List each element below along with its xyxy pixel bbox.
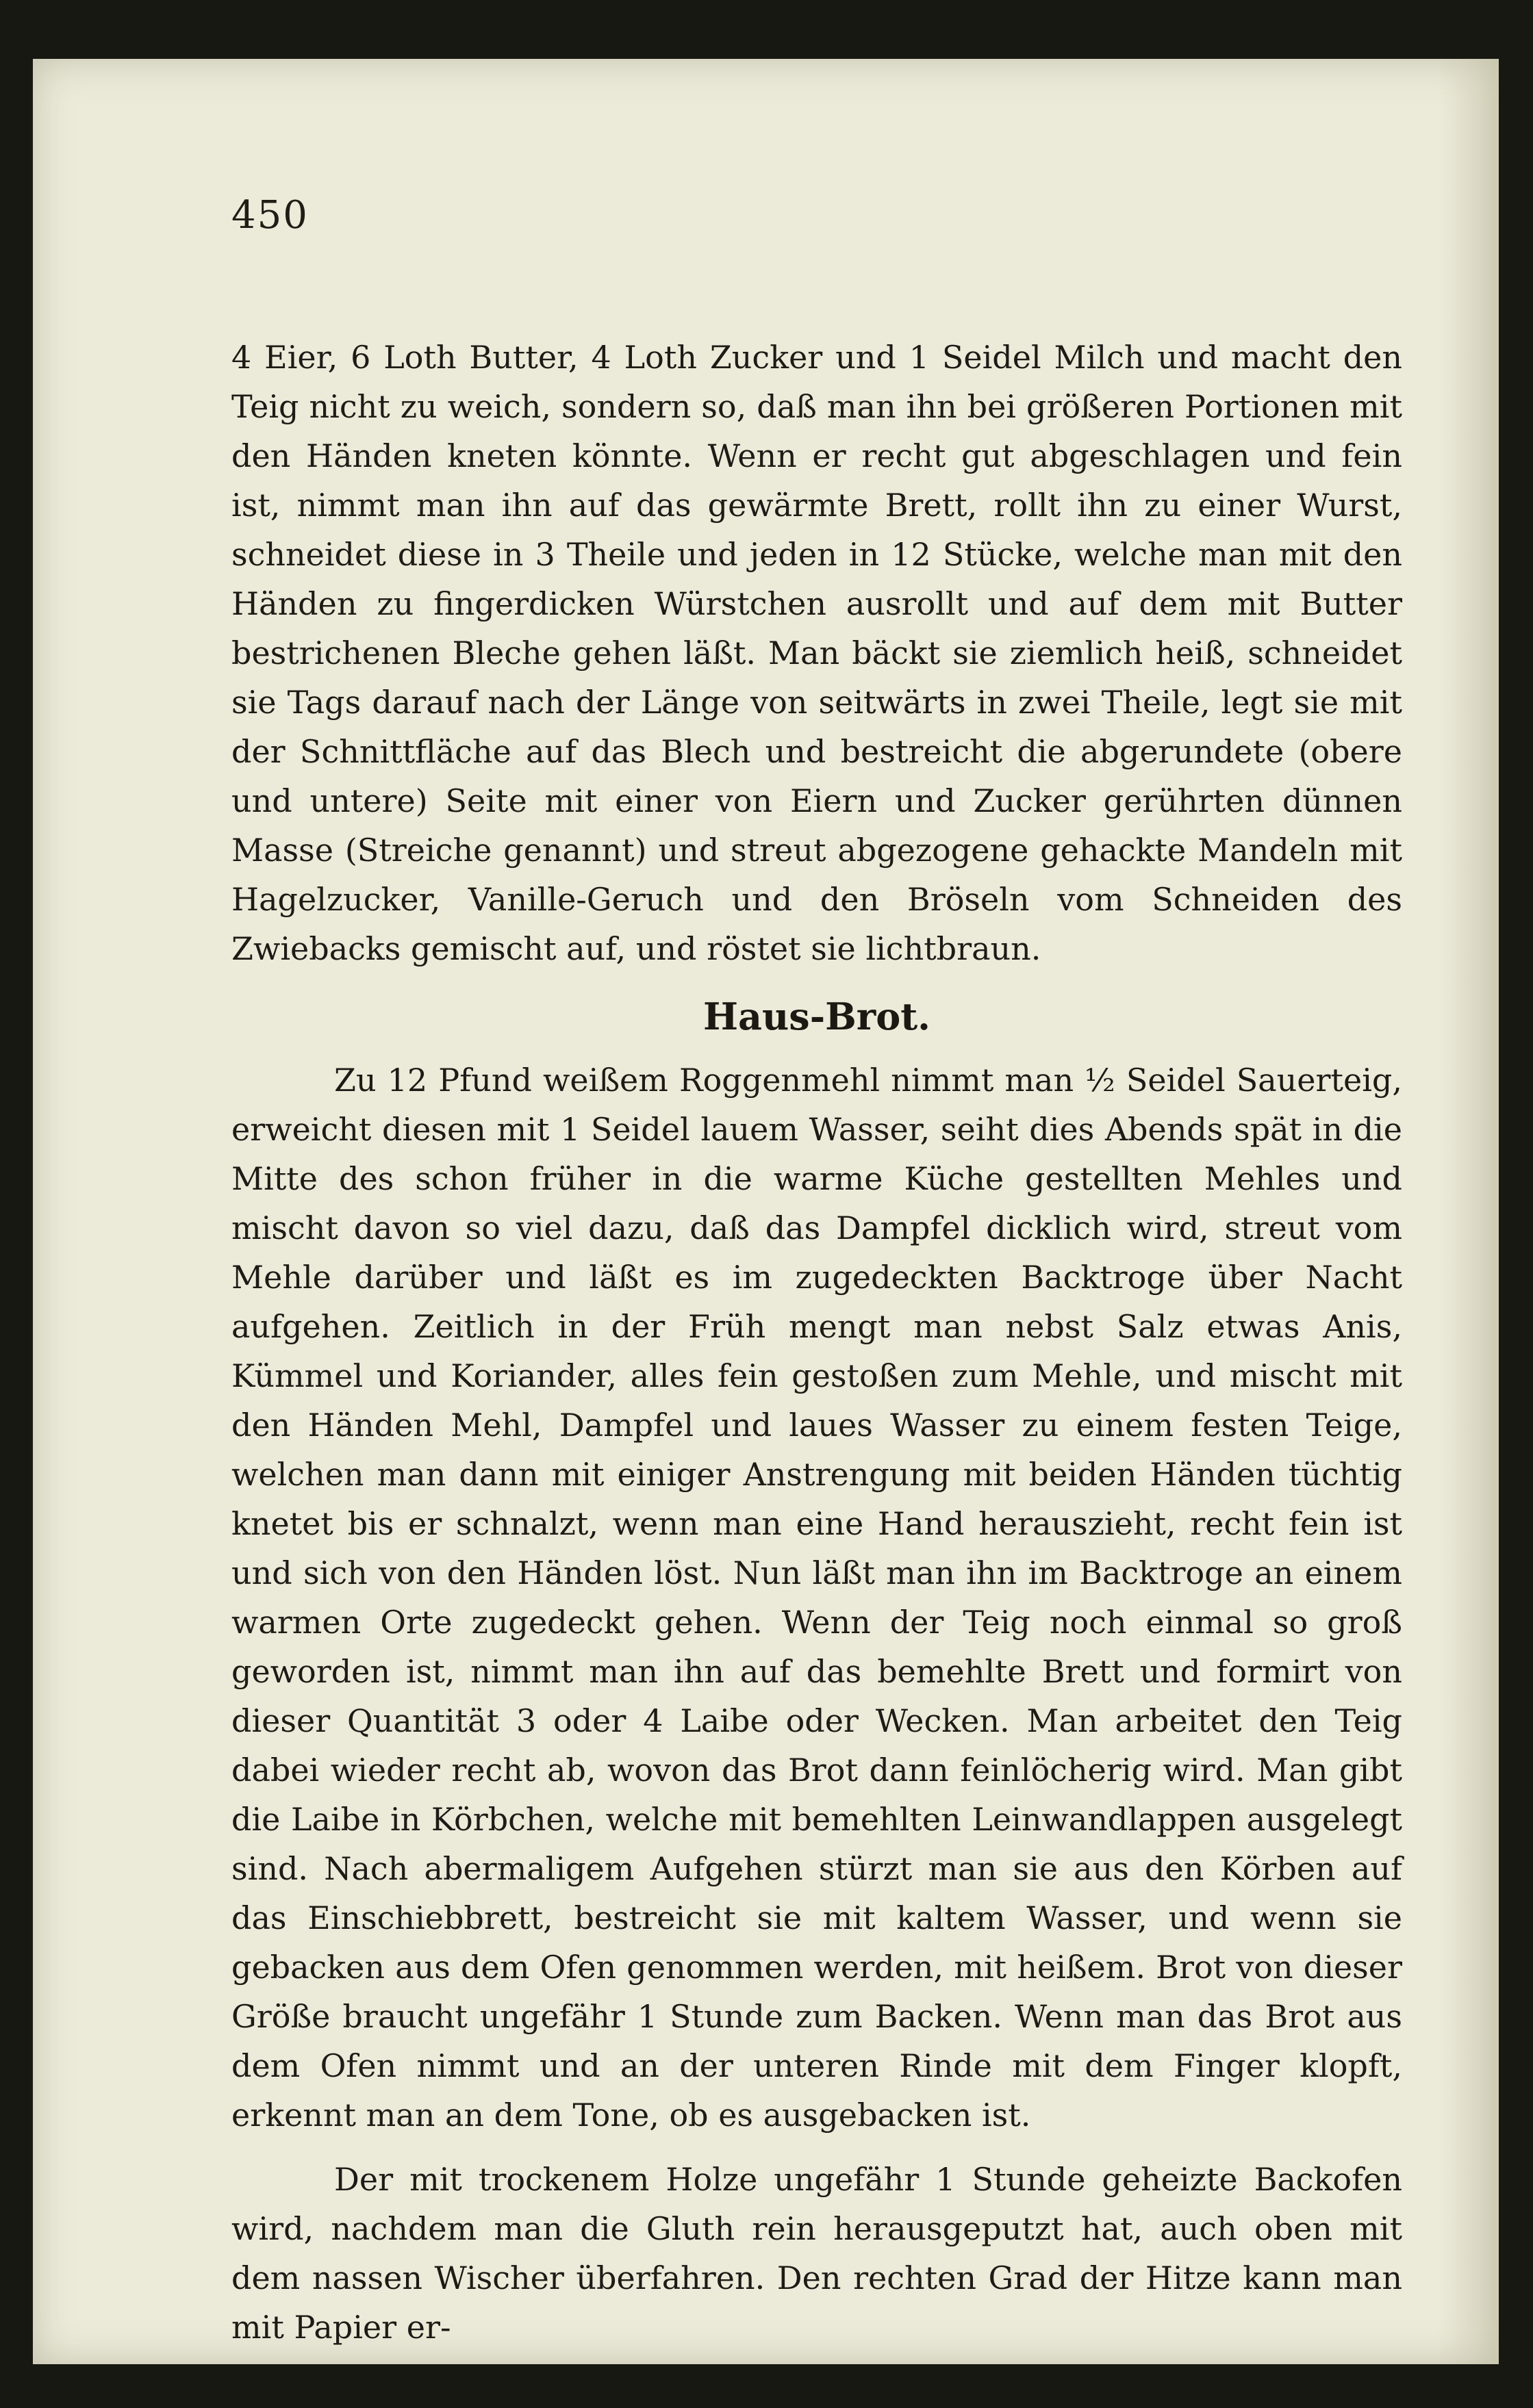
page-paper	[33, 59, 1499, 2364]
section-heading: Haus-Brot.	[703, 995, 930, 1038]
page-number: 450	[231, 193, 309, 238]
body-text	[231, 333, 1402, 2352]
paragraph: Der mit trockenem Holze ungefähr 1 Stunde geheizte Backofen wird, nachdem man die Gluth rein herausgeputzt hat, auch oben mit dem nassen Wischer überfahren. Den rechten Grad der Hitze kann man mit Papier er-	[231, 2161, 1402, 2346]
paragraph: Zu 12 Pfund weißem Roggenmehl nimmt man ½ Seidel Sauerteig, erweicht diesen mit 1 Seidel lauem Wasser, seiht dies Abends spät in die Mitte des schon früher in die warme Küche gestellten Mehles und mischt davon so viel dazu, daß das Dampfel dicklich wird, streut vom Mehle darüber und läßt es im zugedeckten Backtroge über Nacht aufgehen. Zeitlich in der Früh mengt man nebst Salz etwas Anis, Kümmel und Koriander, alles fein gestoßen zum Mehle, und mischt mit den Händen Mehl, Dampfel und laues Wasser zu einem festen Teige, welchen man dann mit einiger Anstrengung mit beiden Händen tüchtig knetet bis er schnalzt, wenn man eine Hand herauszieht, recht fein ist und sich von den Händen löst. Nun läßt man ihn im Backtroge an einem warmen Orte zugedeckt gehen. Wenn der Teig noch einmal so groß geworden ist, nimmt man ihn auf das bemehlte Brett und formirt von dieser Quantität 3 oder 4 Laibe oder Wecken. Man arbeitet den Teig dabei wieder recht ab, wovon das Brot dann feinlöcherig wird. Man gibt die Laibe in Körbchen, welche mit bemehlten Leinwandlappen ausgelegt sind. Nach abermaligem Aufgehen stürzt man sie aus den Körben auf das Einschiebbrett, bestreicht sie mit kaltem Wasser, und wenn sie gebacken aus dem Ofen genommen werden, mit heißem. Brot von dieser Größe braucht ungefähr 1 Stunde zum Backen. Wenn man das Brot aus dem Ofen nimmt und an der unteren Rinde mit dem Finger klopft, erkennt man an dem Tone, ob es ausgebacken ist.	[231, 1062, 1402, 2134]
continuation-paragraph: 4 Eier, 6 Loth Butter, 4 Loth Zucker und 1 Seidel Milch und macht den Teig nicht zu weich, sondern so, daß man ihn bei größeren Portionen mit den Händen kneten könnte. Wenn er recht gut abgeschlagen und fein ist, nimmt man ihn auf das gewärmte Brett, rollt ihn zu einer Wurst, schneidet diese in 3 Theile und jeden in 12 Stücke, welche man mit den Händen zu fingerdicken Würstchen ausrollt und auf dem mit Butter bestrichenen Bleche gehen läßt. Man bäckt sie ziemlich heiß, schneidet sie Tags darauf nach der Länge von seitwärts in zwei Theile, legt sie mit der Schnittfläche auf das Blech und bestreicht die abgerundete (obere und untere) Seite mit einer von Eiern und Zucker gerührten dünnen Masse (Streiche genannt) und streut abgezogene gehackte Mandeln mit Hagelzucker, Vanille-Geruch und den Bröseln vom Schneiden des Zwiebacks gemischt auf, und röstet sie lichtbraun.	[231, 339, 1402, 967]
paragraph-gap	[231, 2140, 1402, 2155]
page-edge-shadow	[1437, 59, 1499, 2364]
